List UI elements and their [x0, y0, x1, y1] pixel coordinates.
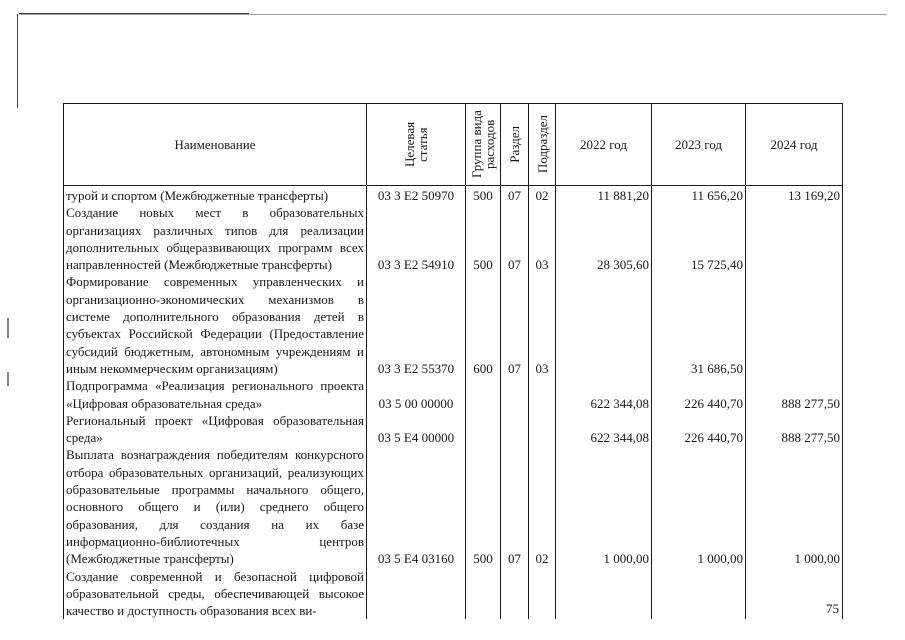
- row-subsection: [529, 377, 556, 412]
- row-subsection: 02: [529, 446, 556, 567]
- budget-table: [63, 103, 843, 619]
- table-row: [64, 186, 843, 205]
- row-2024: [746, 273, 843, 377]
- header-subsection: Подраздел: [529, 104, 556, 186]
- row-name: турой и спортом (Межбюджетные трансферты): [64, 186, 367, 205]
- row-section: 07: [501, 446, 529, 567]
- row-target-article: 03 3 E2 50970: [367, 186, 466, 205]
- scan-left-edge: [17, 14, 18, 108]
- header-year-2023: 2023 год: [652, 104, 746, 186]
- row-2022: 11 881,20: [556, 186, 652, 205]
- row-subsection: [529, 568, 556, 620]
- scan-margin-mark: [7, 372, 9, 386]
- table-row: [64, 446, 843, 567]
- table-row: [64, 377, 843, 412]
- row-subsection: [529, 412, 556, 447]
- row-expense-group: [466, 412, 501, 447]
- row-section: 07: [501, 204, 529, 273]
- row-2023: [652, 568, 746, 620]
- header-section: Раздел: [501, 104, 529, 186]
- row-2022: 1 000,00: [556, 446, 652, 567]
- row-name: Выплата вознаграждения победителям конкурсного отбора образовательных организаций, реализующих образовательные программы начального общего, основного общего и (или) среднего общего образования, для создания на их базе информационно-библиотечных центров (Межбюджетные трансферты): [64, 446, 367, 567]
- row-2022: 622 344,08: [556, 412, 652, 447]
- table-row: [64, 273, 843, 377]
- row-section: 07: [501, 273, 529, 377]
- row-expense-group: [466, 568, 501, 620]
- row-expense-group: 600: [466, 273, 501, 377]
- table-row: [64, 204, 843, 273]
- row-subsection: 03: [529, 204, 556, 273]
- row-2023: 31 686,50: [652, 273, 746, 377]
- row-name: Региональный проект «Цифровая образовательная среда»: [64, 412, 367, 447]
- row-2023: 226 440,70: [652, 377, 746, 412]
- row-name: Подпрограмма «Реализация регионального проекта «Цифровая образовательная среда»: [64, 377, 367, 412]
- row-expense-group: 500: [466, 446, 501, 567]
- row-name: Создание современной и безопасной цифровой образовательной среды, обеспечивающей высокое качество и доступность образования всех ви-: [64, 568, 367, 620]
- row-2023: 226 440,70: [652, 412, 746, 447]
- scan-top-line: [19, 14, 887, 15]
- row-expense-group: [466, 377, 501, 412]
- row-2024: 888 277,50: [746, 377, 843, 412]
- header-expense-group: Группа вида расходов: [466, 104, 501, 186]
- row-2022: 28 305,60: [556, 204, 652, 273]
- row-section: [501, 568, 529, 620]
- row-section: [501, 377, 529, 412]
- header-target-article: Целевая статья: [367, 104, 466, 186]
- row-section: [501, 412, 529, 447]
- row-subsection: 02: [529, 186, 556, 205]
- row-target-article: 03 5 E4 03160: [367, 446, 466, 567]
- row-expense-group: 500: [466, 186, 501, 205]
- row-2022: [556, 568, 652, 620]
- row-2022: [556, 273, 652, 377]
- row-subsection: 03: [529, 273, 556, 377]
- row-2024: [746, 204, 843, 273]
- row-2023: 15 725,40: [652, 204, 746, 273]
- scan-margin-mark: [7, 318, 9, 338]
- row-name: Формирование современных управленческих и организационно-экономических механизмов в системе дополнительного образования детей в субъектах Российской Федерации (Предоставление субсидий бюджетным, автономным учреждениям и иным некоммерческим организациям): [64, 273, 367, 377]
- header-row: [64, 104, 843, 186]
- row-section: 07: [501, 186, 529, 205]
- row-2024: 1 000,00: [746, 446, 843, 567]
- row-2022: 622 344,08: [556, 377, 652, 412]
- row-target-article: 03 3 E2 54910: [367, 204, 466, 273]
- row-2023: 1 000,00: [652, 446, 746, 567]
- row-target-article: 03 5 00 00000: [367, 377, 466, 412]
- page-number: 75: [826, 601, 839, 616]
- table-row: [64, 568, 843, 620]
- header-year-2024: 2024 год: [746, 104, 843, 186]
- row-2024: 888 277,50: [746, 412, 843, 447]
- row-target-article: [367, 568, 466, 620]
- scan-top-line-dark: [19, 13, 249, 14]
- row-target-article: 03 5 E4 00000: [367, 412, 466, 447]
- row-target-article: 03 3 E2 55370: [367, 273, 466, 377]
- row-name: Создание новых мест в образовательных организациях различных типов для реализации дополнительных общеразвивающих программ всех направленностей (Межбюджетные трансферты): [64, 204, 367, 273]
- header-year-2022: 2022 год: [556, 104, 652, 186]
- row-expense-group: 500: [466, 204, 501, 273]
- header-name: Наименование: [64, 104, 367, 186]
- row-2023: 11 656,20: [652, 186, 746, 205]
- row-2024: 13 169,20: [746, 186, 843, 205]
- table-row: [64, 412, 843, 447]
